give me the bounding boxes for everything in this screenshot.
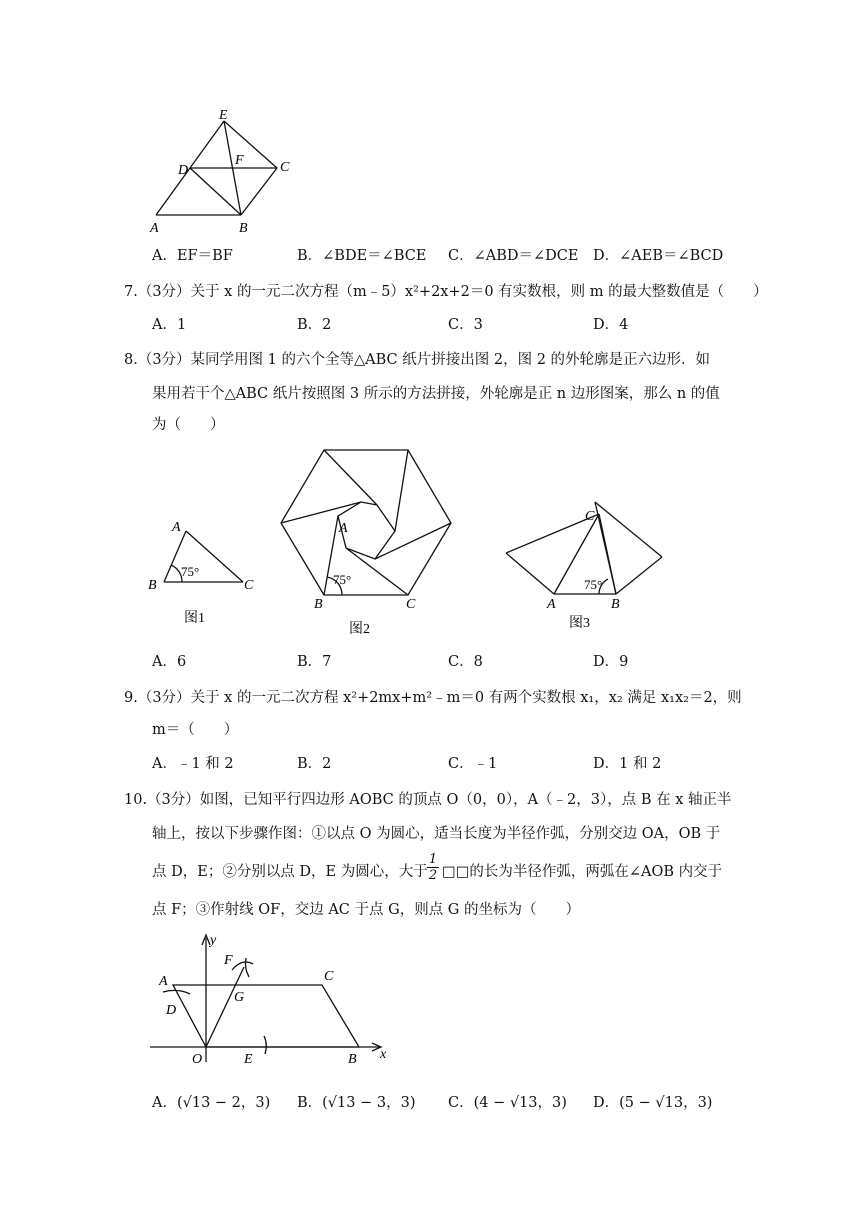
label-x: x — [380, 1047, 387, 1062]
q6-option-a: A．EF＝BF — [152, 248, 233, 264]
fig3-caption: 图3 — [569, 616, 590, 631]
label-d: D — [178, 163, 189, 178]
fig2-label-b: B — [314, 597, 323, 612]
q10-stem-line3a: 点 D，E；②分别以点 D，E 为圆心，大于 — [152, 864, 428, 880]
label-e: E — [244, 1052, 253, 1067]
fig1-label-c: C — [244, 578, 254, 593]
fig3-label-c: C — [585, 509, 595, 524]
q9-stem-line2: m＝（ ） — [152, 722, 239, 738]
q8-figure-2 — [276, 445, 458, 645]
label-a: A — [150, 221, 159, 236]
q7-option-c: C．3 — [448, 317, 483, 333]
label-c: C — [324, 969, 334, 984]
q6-option-c: C．∠ABD＝∠DCE — [448, 248, 579, 264]
label-o: O — [192, 1052, 203, 1067]
q7-option-d: D．4 — [593, 317, 629, 333]
q10-stem-line3b: □□的长为半径作弧，两弧在∠AOB 内交于 — [442, 864, 723, 880]
q8-option-b: B．7 — [297, 654, 332, 670]
q10-figure — [140, 930, 400, 1065]
fraction-denominator: 2 — [428, 868, 438, 883]
q10-stem-line4: 点 F；③作射线 OF，交边 AC 于点 G，则点 G 的坐标为（ ） — [152, 902, 581, 918]
label-c: C — [280, 160, 290, 175]
q8-stem-line3: 为（ ） — [152, 417, 225, 433]
label-f: F — [224, 953, 233, 968]
fig1-label-b: B — [148, 578, 157, 593]
fig1-caption: 图1 — [184, 611, 205, 626]
q6-figure — [140, 100, 310, 240]
q9-option-c: C．﹣1 — [448, 756, 498, 772]
q10-stem-line2: 轴上，按以下步骤作图：①以点 O 为圆心，适当长度为半径作弧，分别交边 OA，OB 于 — [152, 826, 721, 842]
fig2-label-c: C — [406, 597, 416, 612]
q9-option-d: D．1 和 2 — [593, 756, 662, 772]
q8-option-c: C．8 — [448, 654, 483, 670]
label-b: B — [348, 1052, 357, 1067]
label-b: B — [239, 221, 248, 236]
q8-stem-line1: 8.（3分）某同学用图 1 的六个全等△ABC 纸片拼接出图 2，图 2 的外轮廓是正六边形．如 — [124, 352, 711, 368]
q8-stem-line2: 果用若干个△ABC 纸片按照图 3 所示的方法拼接，外轮廓是正 n 边形图案，那么 n 的值 — [152, 386, 720, 402]
label-a: A — [159, 974, 168, 989]
fraction-numerator: 1 — [428, 852, 438, 867]
q9-option-a: A．﹣1 和 2 — [152, 756, 234, 772]
fig1-label-a: A — [172, 520, 181, 535]
q10-stem-line1: 10.（3分）如图，已知平行四边形 AOBC 的顶点 O（0，0），A（﹣2，3），点 B 在 x 轴正半 — [124, 792, 732, 808]
q8-option-a: A．6 — [152, 654, 187, 670]
q7-option-a: A．1 — [152, 317, 187, 333]
fig2-caption: 图2 — [349, 622, 370, 637]
label-g: G — [234, 990, 245, 1005]
label-f: F — [235, 153, 244, 168]
q9-option-b: B．2 — [297, 756, 332, 772]
q10-option-a: A．(√13 − 2，3) — [152, 1095, 271, 1111]
fig2-angle: 75° — [333, 572, 352, 587]
q6-option-d: D．∠AEB＝∠BCD — [593, 248, 724, 264]
q8-option-d: D．9 — [593, 654, 629, 670]
fig3-label-b: B — [611, 597, 620, 612]
label-e: E — [219, 108, 228, 123]
fig3-label-a: A — [547, 597, 556, 612]
q8-figure-3 — [496, 495, 676, 635]
q7-stem: 7.（3分）关于 x 的一元二次方程（m﹣5）x²+2x+2＝0 有实数根，则 m 的最大整数值是（ ） — [124, 284, 768, 300]
q10-fraction — [427, 852, 439, 883]
q8-figure-1 — [140, 512, 270, 637]
fig3-angle: 75° — [584, 577, 603, 592]
q10-option-b: B．(√13 − 3，3) — [297, 1095, 416, 1111]
q9-stem-line1: 9.（3分）关于 x 的一元二次方程 x²+2mx+m²﹣m＝0 有两个实数根 x₁，x₂ 满足 x₁x₂＝2，则 — [124, 690, 742, 706]
label-d: D — [166, 1003, 177, 1018]
label-y: y — [210, 933, 217, 948]
fig1-angle: 75° — [181, 564, 200, 579]
fig2-label-a: A — [339, 521, 348, 536]
q10-option-d: D．(5 − √13，3) — [593, 1095, 713, 1111]
q10-option-c: C．(4 − √13，3) — [448, 1095, 567, 1111]
q7-option-b: B．2 — [297, 317, 332, 333]
q6-option-b: B．∠BDE＝∠BCE — [297, 248, 427, 264]
